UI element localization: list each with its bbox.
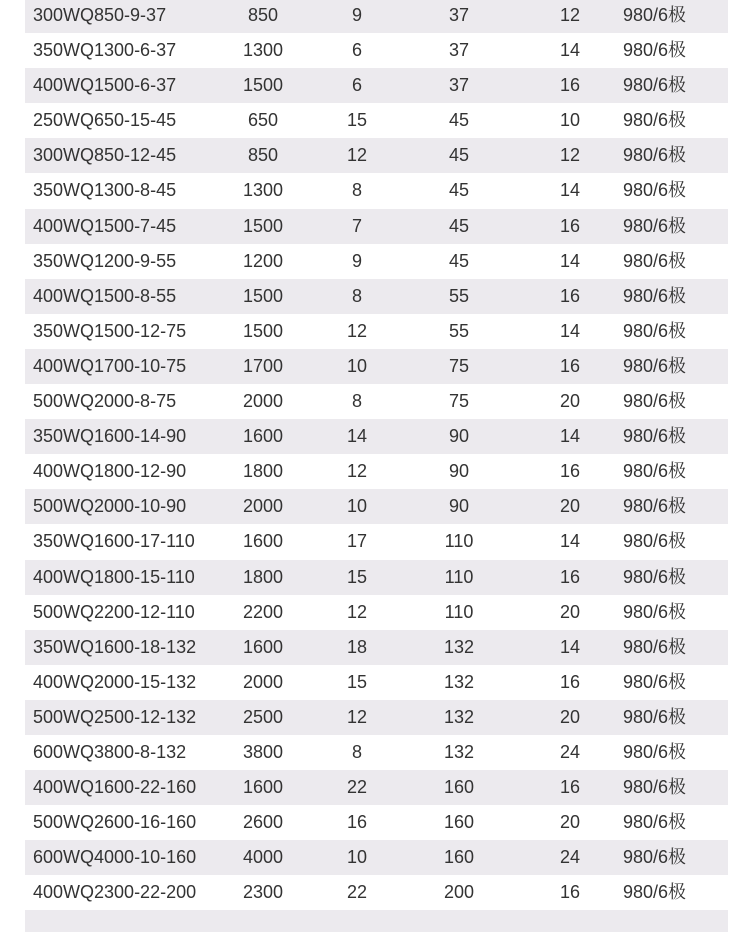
value-cell: 12 — [559, 5, 581, 25]
flow-cell: 1600 — [242, 777, 284, 798]
model-cell: 600WQ3800-8-132 — [33, 741, 187, 762]
speed-cell: 980/6极 — [623, 75, 687, 96]
speed-cell: 980/6极 — [623, 40, 687, 61]
speed-cell: 980/6极 — [623, 145, 687, 166]
flow-cell: 1200 — [242, 250, 284, 271]
head-cell: 15 — [346, 110, 368, 131]
table-row — [25, 279, 728, 314]
value-cell: 14 — [559, 180, 581, 201]
value-cell: 24 — [559, 847, 581, 868]
table-row — [25, 595, 728, 630]
model-cell: 500WQ2000-8-75 — [33, 391, 177, 412]
head-cell: 8 — [351, 391, 362, 412]
model-cell: 350WQ1300-6-37 — [33, 40, 177, 61]
flow-cell: 2000 — [242, 671, 284, 692]
table-row-cut-off — [25, 910, 728, 932]
speed-cell: 980/6极 — [623, 671, 687, 692]
speed-cell: 980/6极 — [623, 110, 687, 131]
power-cell: 132 — [443, 706, 475, 727]
head-cell: 9 — [351, 5, 362, 25]
value-cell: 20 — [559, 391, 581, 412]
flow-cell: 850 — [247, 145, 279, 166]
power-cell: 110 — [444, 601, 474, 622]
speed-cell: 980/6极 — [623, 215, 687, 236]
head-cell: 8 — [351, 285, 362, 306]
model-cell: 400WQ2000-15-132 — [33, 671, 197, 692]
speed-cell: 980/6极 — [623, 250, 687, 271]
table-row — [25, 244, 728, 279]
flow-cell: 2000 — [242, 391, 284, 412]
model-cell: 400WQ1800-12-90 — [33, 461, 187, 482]
model-cell: 500WQ2500-12-132 — [33, 706, 197, 727]
value-cell: 16 — [559, 461, 581, 482]
head-cell: 7 — [351, 215, 362, 236]
model-cell: 400WQ1800-15-110 — [33, 566, 195, 587]
head-cell: 12 — [346, 706, 368, 727]
speed-cell: 980/6极 — [623, 285, 687, 306]
value-cell: 14 — [559, 250, 581, 271]
speed-cell: 980/6极 — [623, 391, 687, 412]
head-cell: 18 — [346, 636, 368, 657]
model-cell: 400WQ1600-22-160 — [33, 777, 197, 798]
table-row — [25, 33, 728, 68]
flow-cell: 1800 — [242, 566, 284, 587]
head-cell: 8 — [351, 741, 362, 762]
table-row — [25, 68, 728, 103]
flow-cell: 850 — [247, 5, 279, 25]
power-cell: 37 — [448, 40, 470, 61]
head-cell: 12 — [346, 461, 368, 482]
flow-cell: 1500 — [242, 285, 284, 306]
head-cell: 15 — [346, 671, 368, 692]
flow-cell: 1600 — [242, 426, 284, 447]
model-cell: 400WQ1500-7-45 — [33, 215, 177, 236]
model-cell: 350WQ1500-12-75 — [33, 320, 187, 341]
speed-cell: 980/6极 — [623, 741, 687, 762]
head-cell: 6 — [351, 40, 362, 61]
table-row — [25, 805, 728, 840]
head-cell: 12 — [346, 145, 368, 166]
model-cell: 350WQ1600-17-110 — [33, 531, 195, 552]
speed-cell: 980/6极 — [623, 601, 687, 622]
value-cell: 16 — [559, 882, 581, 903]
power-cell: 45 — [448, 145, 470, 166]
power-cell: 90 — [448, 426, 470, 447]
model-cell: 500WQ2200-12-110 — [33, 601, 195, 622]
power-cell: 37 — [448, 5, 470, 25]
head-cell: 17 — [346, 531, 368, 552]
head-cell: 15 — [346, 566, 368, 587]
power-cell: 200 — [443, 882, 475, 903]
flow-cell: 1500 — [242, 215, 284, 236]
power-cell: 75 — [448, 355, 470, 376]
model-cell: 400WQ1500-8-55 — [33, 285, 177, 306]
value-cell: 16 — [559, 777, 581, 798]
power-cell: 132 — [443, 741, 475, 762]
flow-cell: 2600 — [242, 812, 284, 833]
table-row — [25, 489, 728, 524]
flow-cell: 2200 — [242, 601, 284, 622]
table-row — [25, 875, 728, 910]
value-cell: 16 — [559, 215, 581, 236]
flow-cell: 1300 — [242, 180, 284, 201]
model-cell: 400WQ1700-10-75 — [33, 355, 187, 376]
value-cell: 14 — [559, 426, 581, 447]
power-cell: 45 — [448, 215, 470, 236]
table-row — [25, 700, 728, 735]
head-cell: 22 — [346, 777, 368, 798]
model-cell: 500WQ2000-10-90 — [33, 496, 187, 517]
head-cell: 16 — [346, 812, 368, 833]
value-cell: 14 — [559, 636, 581, 657]
flow-cell: 3800 — [242, 741, 284, 762]
value-cell: 10 — [559, 110, 581, 131]
value-cell: 16 — [559, 671, 581, 692]
flow-cell: 1500 — [242, 320, 284, 341]
table-row — [25, 314, 728, 349]
head-cell: 12 — [346, 601, 368, 622]
head-cell: 9 — [351, 250, 362, 271]
value-cell: 24 — [559, 741, 581, 762]
value-cell: 20 — [559, 601, 581, 622]
model-cell: 300WQ850-9-37 — [33, 5, 167, 25]
speed-cell: 980/6极 — [623, 777, 687, 798]
flow-cell: 1800 — [242, 461, 284, 482]
speed-cell: 980/6极 — [623, 355, 687, 376]
power-cell: 132 — [443, 636, 475, 657]
table-row — [25, 630, 728, 665]
model-cell: 500WQ2600-16-160 — [33, 812, 197, 833]
power-cell: 160 — [443, 812, 475, 833]
table-row — [25, 735, 728, 770]
speed-cell: 980/6极 — [623, 320, 687, 341]
model-cell: 300WQ850-12-45 — [33, 145, 177, 166]
speed-cell: 980/6极 — [623, 636, 687, 657]
flow-cell: 2500 — [242, 706, 284, 727]
speed-cell: 980/6极 — [623, 706, 687, 727]
value-cell: 14 — [559, 320, 581, 341]
value-cell: 14 — [559, 40, 581, 61]
flow-cell: 1600 — [242, 531, 284, 552]
model-cell: 250WQ650-15-45 — [33, 110, 177, 131]
power-cell: 90 — [448, 461, 470, 482]
power-cell: 45 — [448, 250, 470, 271]
flow-cell: 1300 — [242, 40, 284, 61]
table-row — [25, 454, 728, 489]
power-cell: 160 — [443, 847, 475, 868]
table-row — [25, 770, 728, 805]
speed-cell: 980/6极 — [623, 461, 687, 482]
flow-cell: 1700 — [242, 355, 284, 376]
head-cell: 22 — [346, 882, 368, 903]
power-cell: 45 — [448, 110, 470, 131]
speed-cell: 980/6极 — [623, 566, 687, 587]
speed-cell: 980/6极 — [623, 496, 687, 517]
power-cell: 160 — [443, 777, 475, 798]
model-cell: 350WQ1600-18-132 — [33, 636, 197, 657]
table-row — [25, 524, 728, 559]
head-cell: 14 — [346, 426, 368, 447]
table-row — [25, 173, 728, 208]
head-cell: 12 — [346, 320, 368, 341]
model-cell: 350WQ1300-8-45 — [33, 180, 177, 201]
pump-spec-table — [25, 0, 728, 932]
head-cell: 10 — [346, 355, 368, 376]
table-row — [25, 840, 728, 875]
power-cell: 132 — [443, 671, 475, 692]
table-row — [25, 419, 728, 454]
table-row — [25, 560, 728, 595]
model-cell: 400WQ1500-6-37 — [33, 75, 177, 96]
power-cell: 110 — [444, 531, 474, 552]
head-cell: 10 — [346, 496, 368, 517]
head-cell: 8 — [351, 180, 362, 201]
flow-cell: 2000 — [242, 496, 284, 517]
value-cell: 20 — [559, 706, 581, 727]
table-row — [25, 209, 728, 244]
value-cell: 20 — [559, 496, 581, 517]
speed-cell: 980/6极 — [623, 426, 687, 447]
speed-cell: 980/6极 — [623, 882, 687, 903]
table-row — [25, 103, 728, 138]
model-cell: 400WQ2300-22-200 — [33, 882, 197, 903]
model-cell: 600WQ4000-10-160 — [33, 847, 197, 868]
speed-cell: 980/6极 — [623, 531, 687, 552]
value-cell: 16 — [559, 285, 581, 306]
power-cell: 55 — [448, 285, 470, 306]
power-cell: 45 — [448, 180, 470, 201]
table-row — [25, 665, 728, 700]
value-cell: 20 — [559, 812, 581, 833]
model-cell: 350WQ1600-14-90 — [33, 426, 187, 447]
power-cell: 75 — [448, 391, 470, 412]
power-cell: 37 — [448, 75, 470, 96]
value-cell: 16 — [559, 566, 581, 587]
value-cell: 12 — [559, 145, 581, 166]
power-cell: 110 — [444, 566, 474, 587]
power-cell: 55 — [448, 320, 470, 341]
flow-cell: 4000 — [242, 847, 284, 868]
model-cell: 350WQ1200-9-55 — [33, 250, 177, 271]
speed-cell: 980/6极 — [623, 180, 687, 201]
flow-cell: 1500 — [242, 75, 284, 96]
flow-cell: 1600 — [242, 636, 284, 657]
value-cell: 14 — [559, 531, 581, 552]
speed-cell: 980/6极 — [623, 812, 687, 833]
head-cell: 6 — [351, 75, 362, 96]
speed-cell: 980/6极 — [623, 847, 687, 868]
table-row — [25, 0, 728, 33]
value-cell: 16 — [559, 75, 581, 96]
table-row — [25, 138, 728, 173]
value-cell: 16 — [559, 355, 581, 376]
power-cell: 90 — [448, 496, 470, 517]
flow-cell: 650 — [247, 110, 279, 131]
head-cell: 10 — [346, 847, 368, 868]
flow-cell: 2300 — [242, 882, 284, 903]
speed-cell: 980/6极 — [623, 5, 687, 25]
table-row — [25, 349, 728, 384]
table-row — [25, 384, 728, 419]
